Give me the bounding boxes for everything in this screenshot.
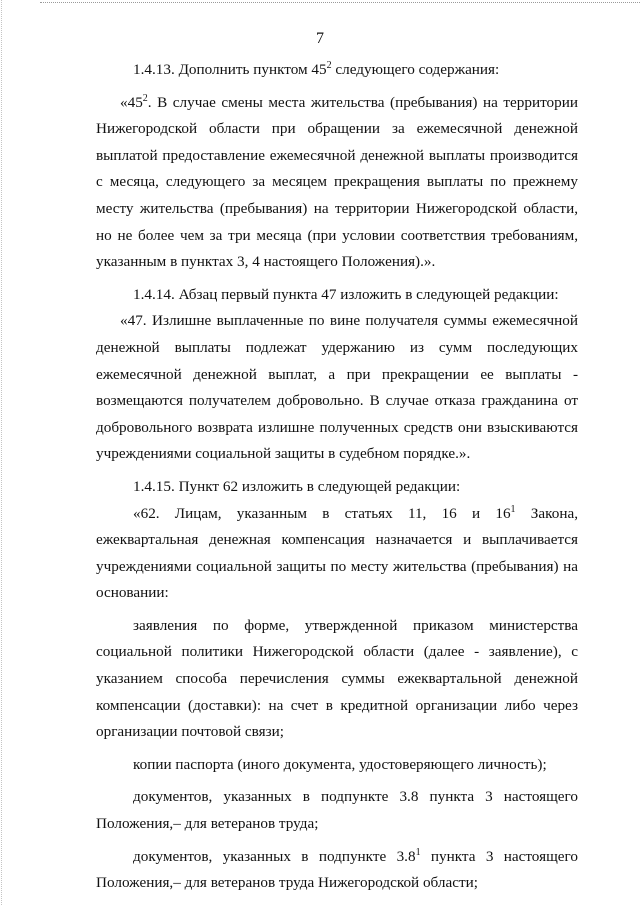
paragraph-62 xyxy=(96,501,578,607)
scan-left-edge xyxy=(1,0,2,905)
paragraph-text: 1.4.14. Абзац первый пункта 47 изложить в следующей редакции: xyxy=(133,285,559,303)
paragraph-text: «62. Лицам, указанным в статьях 11, 16 и 16 xyxy=(133,504,511,522)
paragraph-text: документов, указанных в подпункте 3.8 пункта 3 настоящего Положения,– для ветеранов труда; xyxy=(96,788,578,833)
paragraph-text: следующего содержания: xyxy=(331,61,500,78)
superscript: 2 xyxy=(142,92,148,104)
paragraph-text: 1.4.15. Пункт 62 изложить в следующей редакции: xyxy=(133,477,461,495)
paragraph-passport-copy xyxy=(96,752,578,779)
scan-top-edge xyxy=(40,2,640,3)
paragraph-text: «45 xyxy=(120,93,143,111)
paragraph-1-4-15 xyxy=(96,474,578,501)
paragraph-text: 1.4.13. Дополнить пунктом 45 xyxy=(133,61,327,78)
paragraph-1-4-13 xyxy=(96,57,578,84)
superscript: 1 xyxy=(415,846,421,858)
paragraph-45-2 xyxy=(96,90,578,276)
paragraph-text: пункта 3 настоящего Положения,– для ветеранов труда Нижегородской области; xyxy=(96,847,578,892)
paragraph-47 xyxy=(96,308,578,468)
paragraph-text: заявления по форме, утвержденной приказом министерства социальной политики Нижегородской области (далее - заявление), с указанием способа перечисления суммы ежеквартальной денежной компенсации (доставки): на счет в кредитной организации либо через организации почтовой связи; xyxy=(96,616,578,741)
paragraph-text: . В случае смены места жительства (пребывания) на территории Нижегородской области при обращении за ежемесячной денежной выплатой предоставление ежемесячной денежной выплаты производится с месяца, следующего за месяцем прекращения выплаты по прежнему месту жительства (пребывания) на территории Нижегородской области, но не более чем за три месяца (при условии соответствия требованиям, указанным в пунктах 3, 4 настоящего Положения).». xyxy=(96,93,578,271)
paragraph-text: Закона, ежеквартальная денежная компенсация назначается и выплачивается учреждениями социальной защиты по месту жительства (пребывания) на основании: xyxy=(96,504,578,602)
paragraph-regional-labor-veterans xyxy=(96,844,578,897)
paragraph-application xyxy=(96,613,578,746)
paragraph-text: копии паспорта (иного документа, удостоверяющего личность); xyxy=(133,755,547,773)
document-body xyxy=(96,57,578,897)
paragraph-text: «47. Излишне выплаченные по вине получателя суммы ежемесячной денежной выплаты подлежат удержанию из сумм последующих ежемесячной денежной выплат, а при прекращении ее выплаты - возмещаются получателем добровольно. В случае отказа гражданина от добровольного возврата излишне полученных средств они взыскиваются учреждениями социальной защиты в судебном порядке.». xyxy=(96,312,578,463)
paragraph-text: документов, указанных в подпункте 3.8 xyxy=(133,847,416,865)
page-number: 7 xyxy=(316,30,324,47)
superscript: 2 xyxy=(326,60,332,71)
paragraph-labor-veterans xyxy=(96,784,578,837)
paragraph-1-4-14 xyxy=(96,282,578,309)
superscript: 1 xyxy=(510,503,516,515)
